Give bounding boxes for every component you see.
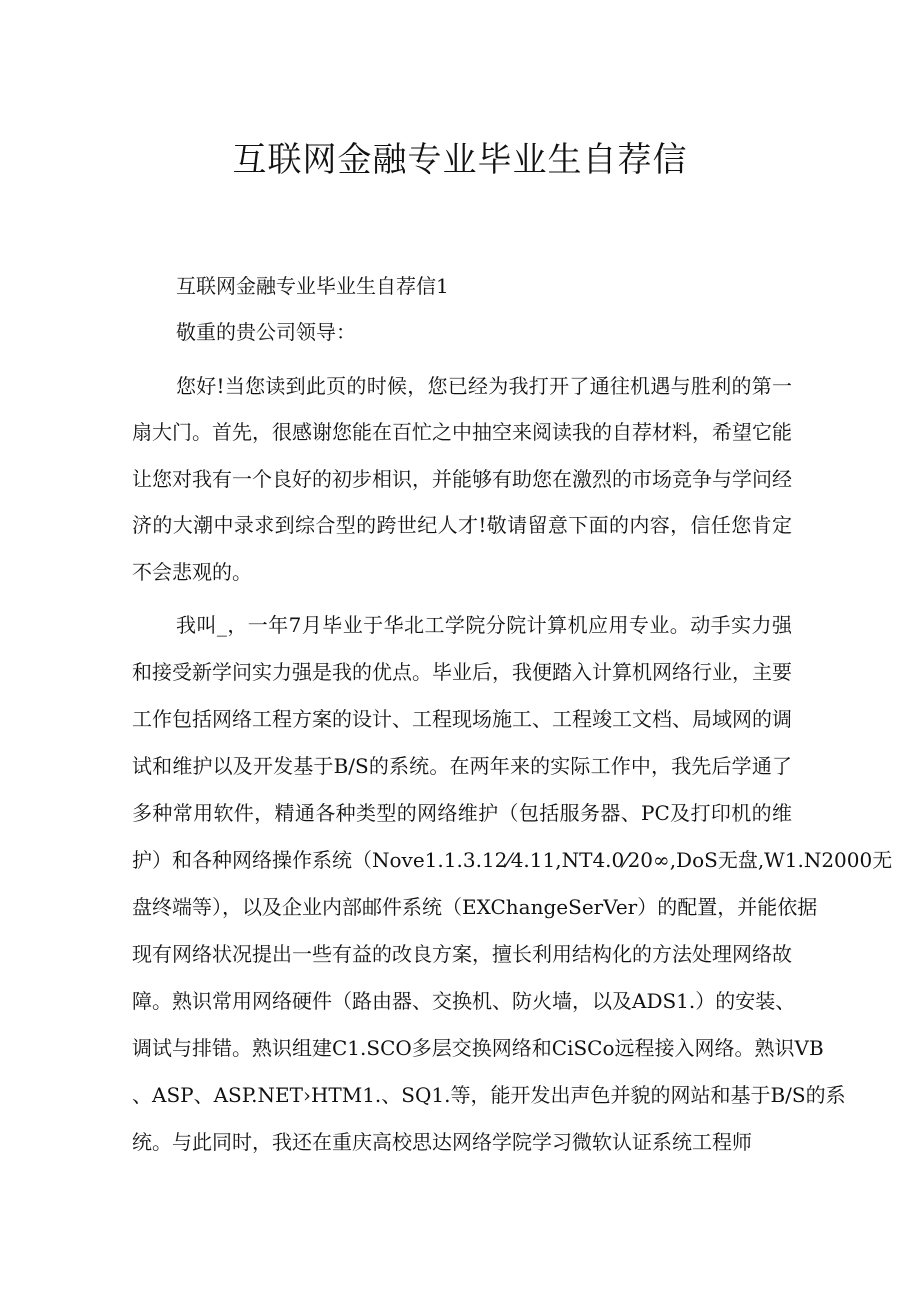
- text-line: 盘终端等），以及企业内部邮件系统（EXChangeSerVer）的配置，并能依据: [132, 895, 818, 919]
- text-line: 多种常用软件，精通各种类型的网络维护（包括服务器、PC及打印机的维: [132, 801, 792, 825]
- text-line: 护）和各种网络操作系统（Nove1.1.3.12⁄4.11,NT4.0⁄20∞,DoS无盘,W1.N2000无: [132, 848, 893, 872]
- text-line: 扇大门。首先，很感谢您能在百忙之中抽空来阅读我的自荐材料，希望它能: [132, 420, 792, 444]
- salutation-line: 敬重的贵公司领导：: [176, 320, 356, 344]
- text-line: 调试与排错。熟识组建C1.SCO多层交换网络和CiSCo远程接入网络。熟识VB: [132, 1036, 824, 1060]
- text-line: 您好!当您读到此页的时候，您已经为我打开了通往机遇与胜利的第一: [176, 374, 792, 398]
- text-line: 我叫_，一年7月毕业于华北工学院分院计算机应用专业。动手实力强: [176, 613, 792, 637]
- text-line: 试和维护以及开发基于B/S的系统。在两年来的实际工作中，我先后学通了: [132, 754, 792, 778]
- text-line: 不会悲观的。: [132, 560, 252, 584]
- text-line: 济的大潮中录求到综合型的跨世纪人才!敬请留意下面的内容，信任您肯定: [132, 513, 792, 537]
- text-line: 让您对我有一个良好的初步相识，并能够有助您在激烈的市场竞争与学问经: [132, 467, 792, 491]
- text-line: 、ASP、ASP.NET›HTM1.、SQ1.等，能开发出声色并貌的网站和基于B/S的系: [132, 1083, 846, 1107]
- subtitle-line: 互联网金融专业毕业生自荐信1: [176, 274, 449, 298]
- text-line: 统。与此同时，我还在重庆高校思达网络学院学习微软认证系统工程师: [132, 1130, 752, 1154]
- text-line: 和接受新学问实力强是我的优点。毕业后，我便踏入计算机网络行业，主要: [132, 660, 792, 684]
- document-title: 互联网金融专业毕业生自荐信: [232, 140, 688, 180]
- text-line: 工作包括网络工程方案的设计、工程现场施工、工程竣工文档、局域网的调: [132, 707, 792, 731]
- text-line: 障。熟识常用网络硬件（路由器、交换机、防火墙，以及ADS1.）的安装、: [132, 989, 796, 1013]
- text-line: 现有网络状况提出一些有益的改良方案，擅长利用结构化的方法处理网络故: [132, 942, 792, 966]
